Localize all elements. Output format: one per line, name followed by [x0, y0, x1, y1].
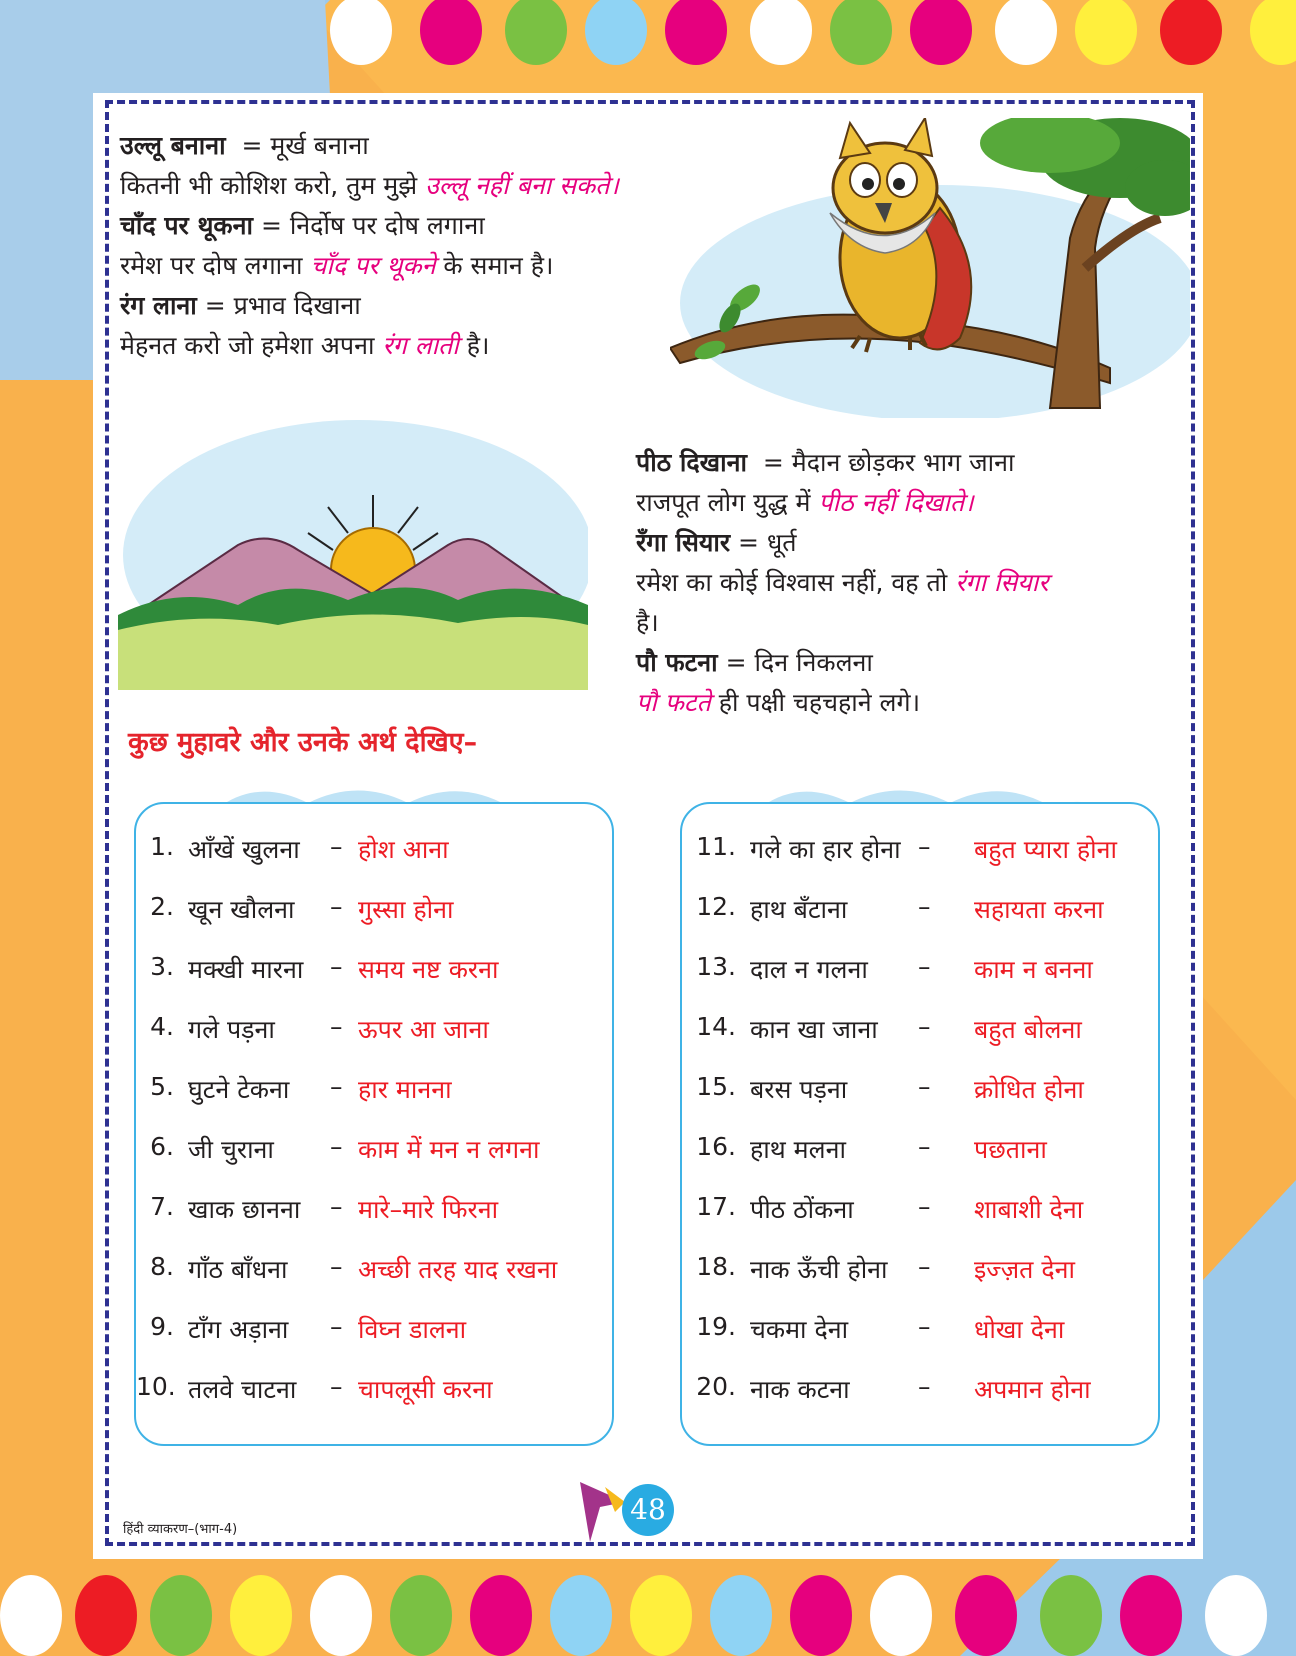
- row-meaning: सहायता करना: [974, 895, 1104, 924]
- polka-dot: [710, 1575, 772, 1656]
- polka-dot: [790, 1575, 852, 1656]
- row-dash: –: [330, 1312, 343, 1341]
- row-idiom: हाथ बँटाना: [750, 895, 848, 924]
- idiom-2-example: रमेश पर दोष लगाना चाँद पर थूकने के समान है।: [120, 251, 554, 280]
- row-number: 1.: [150, 832, 174, 861]
- row-dash: –: [918, 892, 931, 921]
- polka-dot: [390, 1575, 452, 1656]
- row-dash: –: [330, 952, 343, 981]
- row-number: 13.: [696, 952, 736, 981]
- row-number: 9.: [150, 1312, 174, 1341]
- row-dash: –: [918, 1132, 931, 1161]
- row-number: 15.: [696, 1072, 736, 1101]
- polka-dot: [870, 1575, 932, 1656]
- row-meaning: धोखा देना: [974, 1315, 1065, 1344]
- row-idiom: पीठ ठोंकना: [750, 1195, 854, 1224]
- row-dash: –: [330, 892, 343, 921]
- row-number: 12.: [696, 892, 736, 921]
- row-meaning: समय नष्ट करना: [358, 955, 499, 984]
- row-number: 10.: [136, 1372, 176, 1401]
- row-meaning: बहुत प्यारा होना: [974, 835, 1117, 864]
- row-meaning: क्रोधित होना: [974, 1075, 1084, 1104]
- row-idiom: टाँग अड़ाना: [188, 1315, 289, 1344]
- polka-dot: [1205, 1575, 1267, 1656]
- row-idiom: गले पड़ना: [188, 1015, 275, 1044]
- row-number: 17.: [696, 1192, 736, 1221]
- row-meaning: होश आना: [358, 835, 449, 864]
- row-meaning: काम में मन न लगना: [358, 1135, 540, 1164]
- row-number: 6.: [150, 1132, 174, 1161]
- row-idiom: घुटने टेकना: [188, 1075, 290, 1104]
- row-meaning: बहुत बोलना: [974, 1015, 1082, 1044]
- idiom-3-example: मेहनत करो जो हमेशा अपना रंग लाती है।: [120, 331, 490, 360]
- section-heading: कुछ मुहावरे और उनके अर्थ देखिए–: [128, 727, 478, 758]
- polka-dot: [230, 1575, 292, 1656]
- row-dash: –: [330, 832, 343, 861]
- row-idiom: नाक ऊँची होना: [750, 1255, 888, 1284]
- idiom-5-example: रमेश का कोई विश्वास नहीं, वह तो रंगा सियार: [636, 568, 1049, 597]
- row-idiom: चकमा देना: [750, 1315, 849, 1344]
- row-idiom: मक्खी मारना: [188, 955, 304, 984]
- row-number: 20.: [696, 1372, 736, 1401]
- row-number: 14.: [696, 1012, 736, 1041]
- row-number: 7.: [150, 1192, 174, 1221]
- page-number: 48: [622, 1484, 674, 1536]
- idioms-mid-block: [636, 443, 1049, 723]
- row-meaning: विघ्न डालना: [358, 1315, 467, 1344]
- row-dash: –: [918, 952, 931, 981]
- row-meaning: इज्ज़त देना: [974, 1255, 1075, 1284]
- row-number: 2.: [150, 892, 174, 921]
- idiom-2-title: चाँद पर थूकना = निर्दोष पर दोष लगाना: [120, 211, 485, 240]
- polka-dot: [470, 1575, 532, 1656]
- idiom-4-title: पीठ दिखाना = मैदान छोड़कर भाग जाना: [636, 448, 1015, 477]
- row-number: 11.: [696, 832, 736, 861]
- row-dash: –: [918, 1192, 931, 1221]
- polka-dot: [75, 1575, 137, 1656]
- row-idiom: गाँठ बाँधना: [188, 1255, 288, 1284]
- polka-dot: [310, 1575, 372, 1656]
- row-dash: –: [330, 1372, 343, 1401]
- row-meaning: पछताना: [974, 1135, 1047, 1164]
- row-idiom: नाक कटना: [750, 1375, 850, 1404]
- row-dash: –: [330, 1012, 343, 1041]
- row-dash: –: [330, 1072, 343, 1101]
- book-title-footer: हिंदी व्याकरण–(भाग-4): [123, 1522, 238, 1537]
- row-dash: –: [918, 832, 931, 861]
- row-idiom: बरस पड़ना: [750, 1075, 848, 1104]
- row-idiom: खून खौलना: [188, 895, 295, 924]
- polka-dot: [630, 1575, 692, 1656]
- row-number: 8.: [150, 1252, 174, 1281]
- idiom-4-example: राजपूत लोग युद्ध में पीठ नहीं दिखाते।: [636, 488, 974, 517]
- row-idiom: कान खा जाना: [750, 1015, 878, 1044]
- polka-dot: [550, 1575, 612, 1656]
- idiom-5-example-end: है।: [636, 608, 659, 637]
- row-dash: –: [918, 1252, 931, 1281]
- row-meaning: हार मानना: [358, 1075, 452, 1104]
- row-dash: –: [918, 1072, 931, 1101]
- owl-on-branch-illustration: [670, 118, 1190, 418]
- row-idiom: आँखें खुलना: [188, 835, 300, 864]
- idiom-1-example: कितनी भी कोशिश करो, तुम मुझे उल्लू नहीं बना सकते।: [120, 171, 619, 200]
- row-meaning: मारे–मारे फिरना: [358, 1195, 499, 1224]
- row-idiom: जी चुराना: [188, 1135, 274, 1164]
- row-idiom: दाल न गलना: [750, 955, 868, 984]
- row-number: 19.: [696, 1312, 736, 1341]
- row-number: 4.: [150, 1012, 174, 1041]
- row-meaning: अच्छी तरह याद रखना: [358, 1255, 558, 1284]
- row-idiom: तलवे चाटना: [188, 1375, 297, 1404]
- idioms-top-block: [120, 126, 619, 366]
- polka-dot: [0, 1575, 62, 1656]
- row-dash: –: [918, 1372, 931, 1401]
- row-idiom: गले का हार होना: [750, 835, 901, 864]
- row-meaning: ऊपर आ जाना: [358, 1015, 489, 1044]
- row-dash: –: [330, 1132, 343, 1161]
- row-number: 3.: [150, 952, 174, 981]
- polka-dot: [150, 1575, 212, 1656]
- polka-dot: [1040, 1575, 1102, 1656]
- row-number: 18.: [696, 1252, 736, 1281]
- row-dash: –: [918, 1312, 931, 1341]
- row-number: 16.: [696, 1132, 736, 1161]
- polka-dot: [955, 1575, 1017, 1656]
- polka-dot: [1120, 1575, 1182, 1656]
- row-meaning: गुस्सा होना: [358, 895, 454, 924]
- row-dash: –: [330, 1192, 343, 1221]
- idiom-3-title: रंग लाना = प्रभाव दिखाना: [120, 291, 361, 320]
- idiom-6-title: पौ फटना = दिन निकलना: [636, 648, 873, 677]
- idiom-5-title: रँगा सियार = धूर्त: [636, 528, 797, 557]
- idiom-6-example: पौ फटते ही पक्षी चहचहाने लगे।: [636, 688, 921, 717]
- row-idiom: हाथ मलना: [750, 1135, 846, 1164]
- row-meaning: अपमान होना: [974, 1375, 1091, 1404]
- row-idiom: खाक छानना: [188, 1195, 301, 1224]
- row-meaning: शाबाशी देना: [974, 1195, 1084, 1224]
- row-number: 5.: [150, 1072, 174, 1101]
- sunrise-mountains-illustration: [118, 415, 588, 690]
- row-dash: –: [330, 1252, 343, 1281]
- idiom-1-title: उल्लू बनाना = मूर्ख बनाना: [120, 131, 369, 160]
- row-dash: –: [918, 1012, 931, 1041]
- row-meaning: काम न बनना: [974, 955, 1093, 984]
- row-meaning: चापलूसी करना: [358, 1375, 493, 1404]
